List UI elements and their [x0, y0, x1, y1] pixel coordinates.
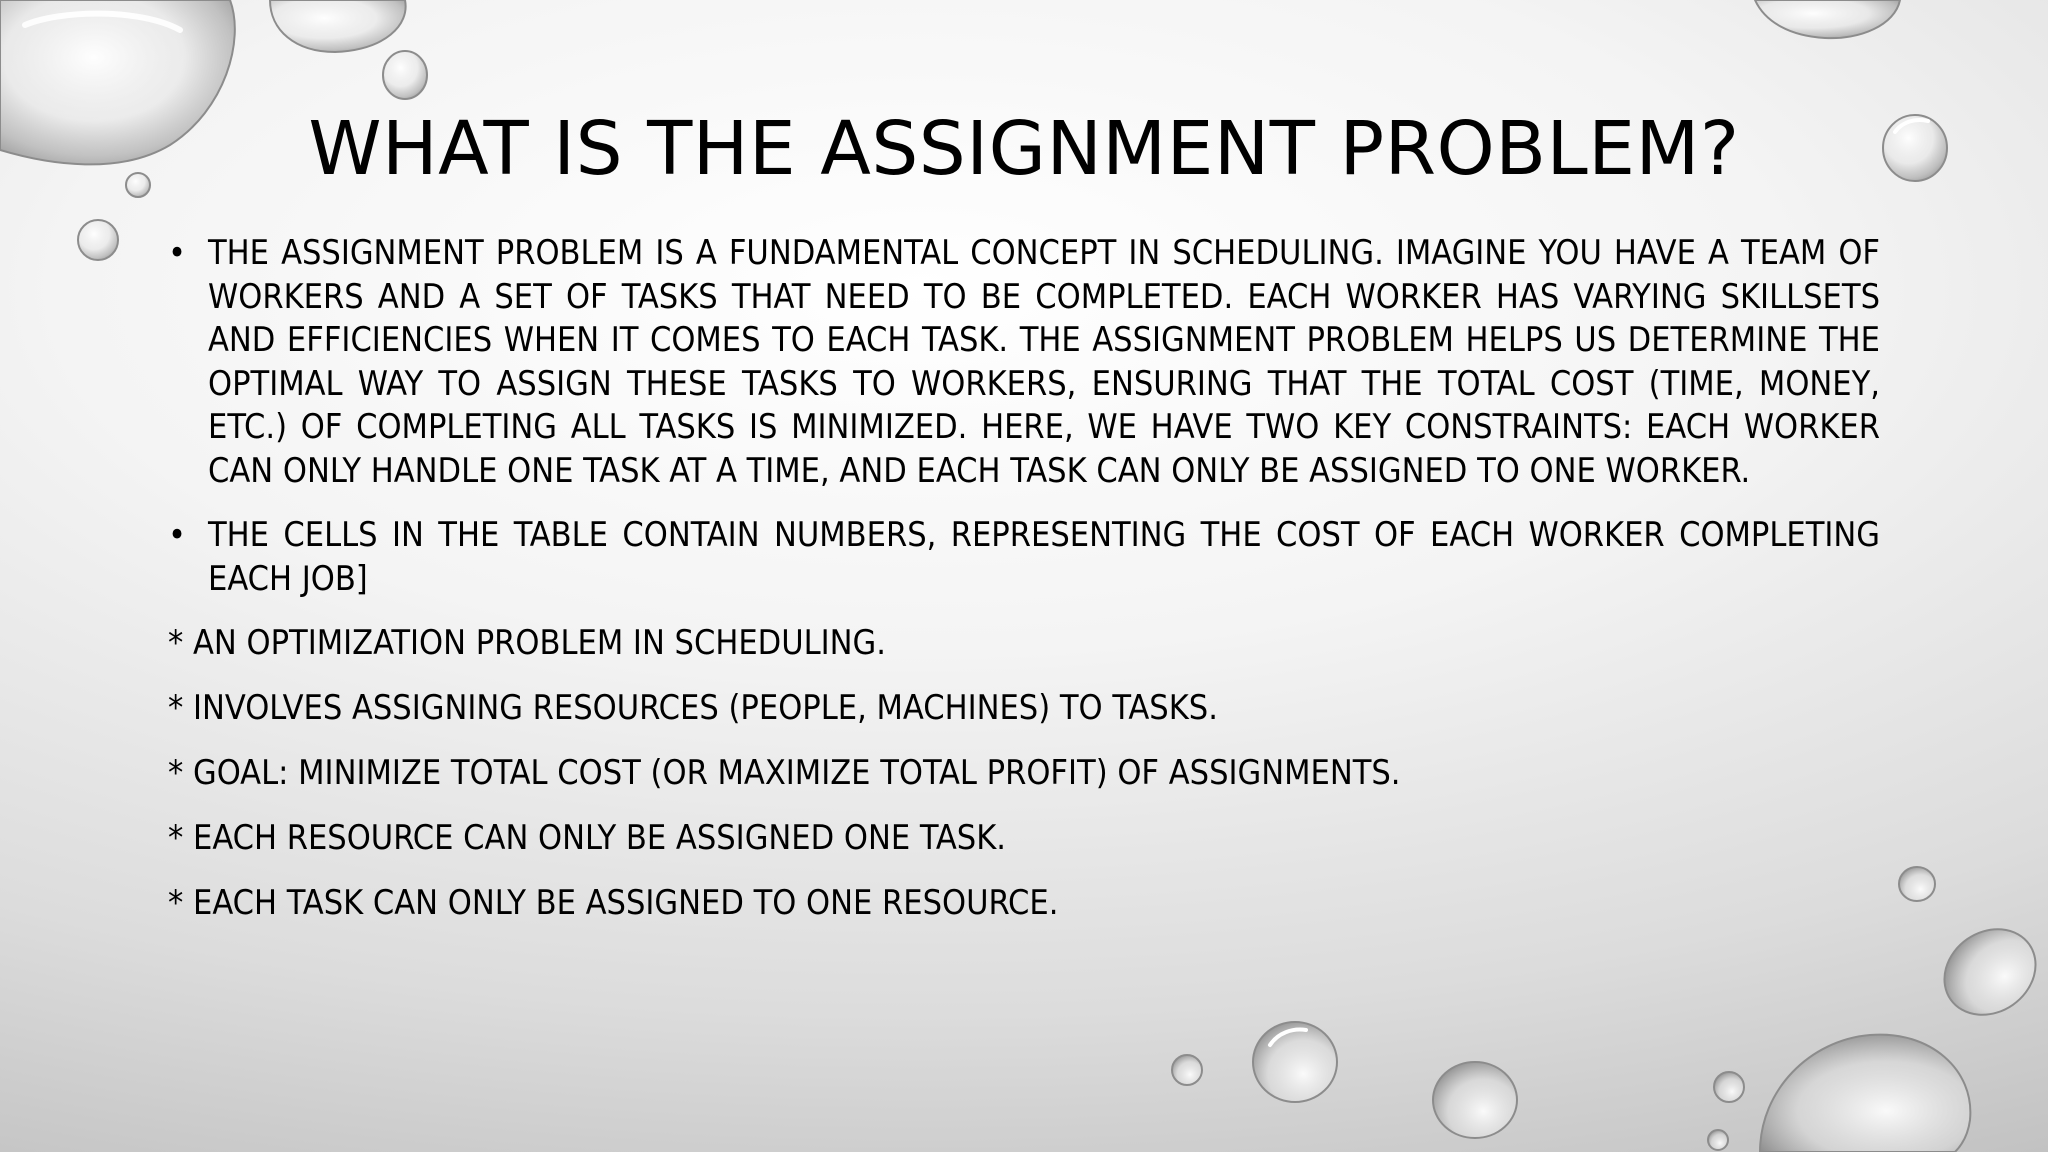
- star-list-item: * EACH RESOURCE CAN ONLY BE ASSIGNED ONE TASK.: [168, 818, 1006, 858]
- star-list-item: * INVOLVES ASSIGNING RESOURCES (PEOPLE, MACHINES) TO TASKS.: [168, 688, 1218, 728]
- bullet-text: THE CELLS IN THE TABLE CONTAIN NUMBERS, REPRESENTING THE COST OF EACH WORKER COMPLETING EACH JOB]: [208, 515, 1880, 599]
- water-droplet-icon: [383, 51, 427, 99]
- slide-body: [168, 232, 1880, 947]
- bullet-text: THE ASSIGNMENT PROBLEM IS A FUNDAMENTAL CONCEPT IN SCHEDULING. IMAGINE YOU HAVE A TEAM OF WORKERS AND A SET OF TASKS THAT NEED TO BE COMPLETED. EACH WORKER HAS VARYING SKILLSETS AND EFFICIENCIES WHEN IT COMES TO EACH TASK. THE ASSIGNMENT PROBLEM HELPS US DETERMINE THE OPTIMAL WAY TO ASSIGN THESE TASKS TO WORKERS, ENSURING THAT THE TOTAL COST (TIME, MONEY, ETC.) OF COMPLETING ALL TASKS IS MINIMIZED. HERE, WE HAVE TWO KEY CONSTRAINTS: EACH WORKER CAN ONLY HANDLE ONE TASK AT A TIME, AND EACH TASK CAN ONLY BE ASSIGNED TO ONE WORKER.: [208, 233, 1880, 491]
- water-droplet-icon: [270, 0, 406, 52]
- water-droplet-icon: [1172, 1055, 1202, 1085]
- water-droplet-icon: [1755, 0, 1900, 38]
- slide-title: WHAT IS THE ASSIGNMENT PROBLEM?: [308, 106, 1740, 192]
- star-list-item: * GOAL: MINIMIZE TOTAL COST (OR MAXIMIZE TOTAL PROFIT) OF ASSIGNMENTS.: [168, 753, 1401, 793]
- water-droplet-icon: [1433, 1062, 1517, 1138]
- bullet-dot-icon: •: [168, 515, 187, 555]
- water-droplet-icon: [1714, 1072, 1744, 1102]
- star-list-item: * EACH TASK CAN ONLY BE ASSIGNED TO ONE RESOURCE.: [168, 883, 1059, 923]
- water-droplet-icon: [1253, 1022, 1337, 1102]
- star-list-item: * AN OPTIMIZATION PROBLEM IN SCHEDULING.: [168, 623, 886, 663]
- bullet-paragraph: [168, 514, 1880, 601]
- water-droplet-icon: [1899, 867, 1935, 901]
- bullet-paragraph: [168, 232, 1880, 493]
- water-droplet-icon: [1760, 1035, 1970, 1152]
- water-droplet-icon: [78, 220, 118, 260]
- bullet-dot-icon: •: [168, 233, 187, 273]
- water-droplet-icon: [1708, 1130, 1728, 1150]
- water-droplet-icon: [1928, 912, 2048, 1033]
